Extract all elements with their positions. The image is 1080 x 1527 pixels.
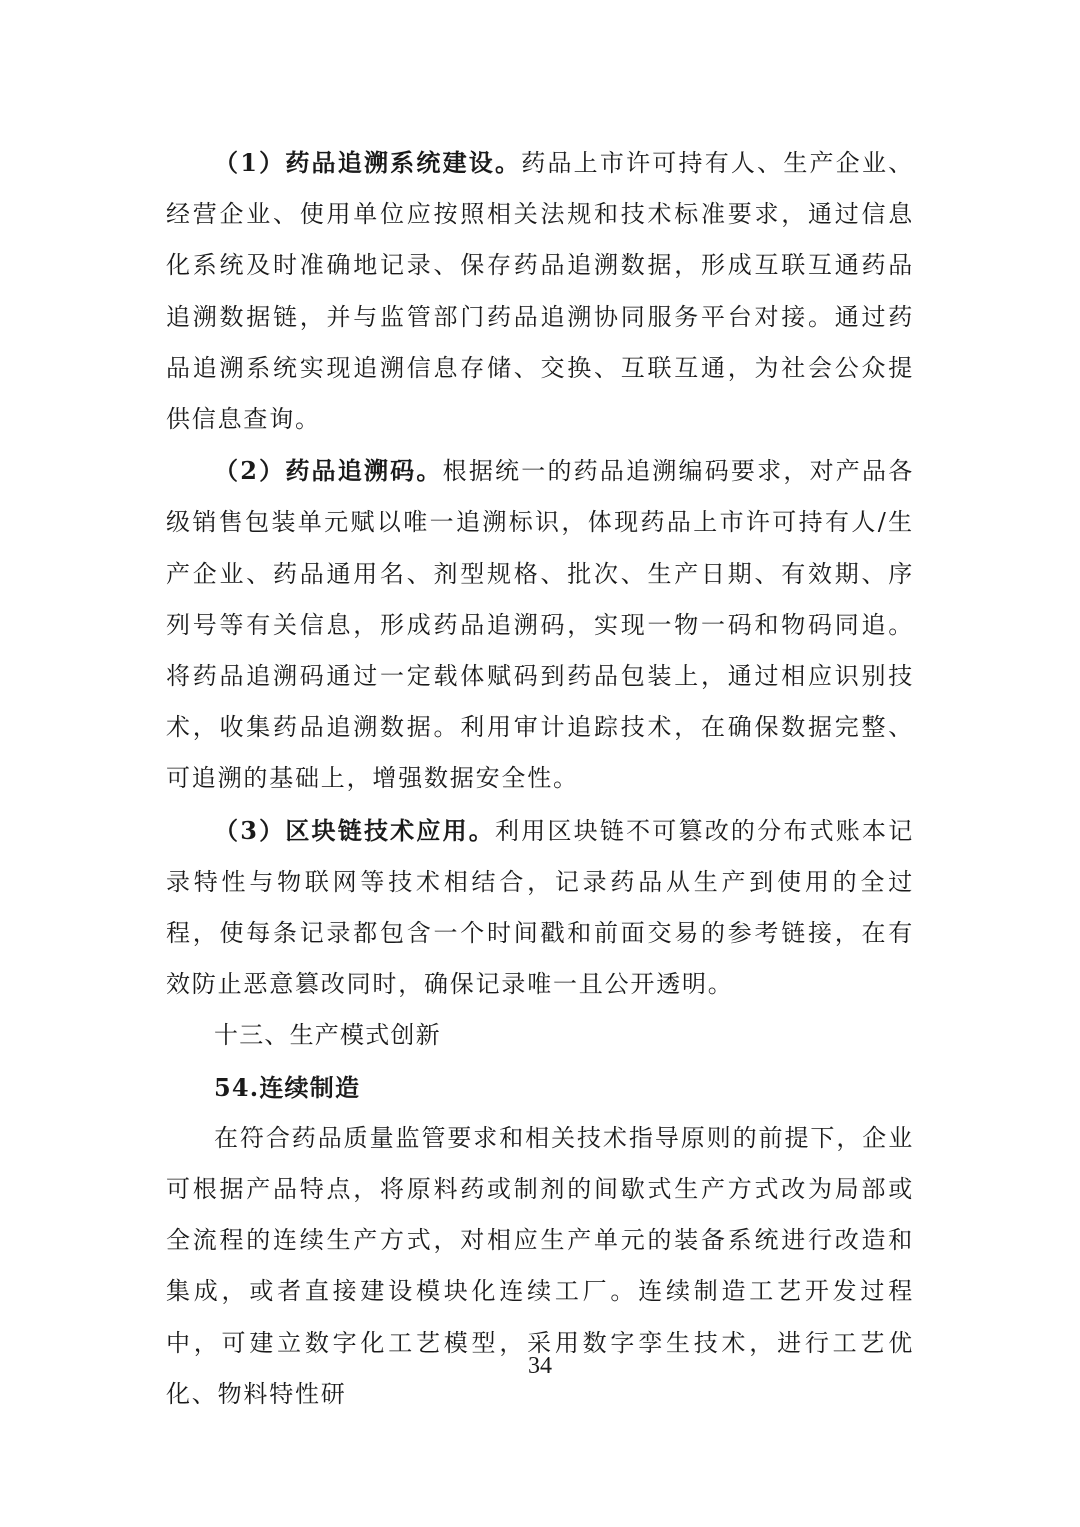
subsection-title: 连续制造 [259, 1072, 361, 1102]
page-content [166, 137, 914, 1420]
subsection-heading [166, 1062, 914, 1113]
subsection-number: 54. [214, 1072, 260, 1102]
paragraph-continuous-manufacturing: 在符合药品质量监管要求和相关技术指导原则的前提下，企业可根据产品特点，将原料药或制剂的间歇式生产方式改为局部或全流程的连续生产方式，对相应生产单元的装备系统进行改造和集成，或者直接建设模块化连续工厂。连续制造工艺开发过程中，可建立数字化工艺模型，采用数字孪生技术，进行工艺优化、物料特性研 [166, 1123, 914, 1408]
paragraph-blockchain [166, 805, 914, 1011]
paragraph-text: 利用区块链不可篡改的分布式账本记录特性与物联网等技术相结合，记录药品从生产到使用的全过程，使每条记录都包含一个时间戳和前面交易的参考链接，在有效防止恶意篡改同时，确保记录唯一且公开透明。 [166, 816, 914, 999]
paragraph-traceability-system [166, 137, 914, 445]
section-heading: 十三、生产模式创新 [214, 1021, 441, 1050]
paragraph-traceability-code [166, 445, 914, 804]
paragraph-lead: （2）药品追溯码。 [214, 456, 443, 486]
paragraph-lead: （1）药品追溯系统建设。 [214, 148, 522, 177]
paragraph-text: 根据统一的药品追溯编码要求，对产品各级销售包装单元赋以唯一追溯标识，体现药品上市许可持有人/生产企业、药品通用名、剂型规格、批次、生产日期、有效期、序列号等有关信息，形成药品追溯码，实现一物一码和物码同追。将药品追溯码通过一定载体赋码到药品包装上，通过相应识别技术，收集药品追溯数据。利用审计追踪技术，在确保数据完整、可追溯的基础上，增强数据安全性。 [166, 457, 914, 793]
paragraph-lead: （3）区块链技术应用。 [214, 815, 496, 845]
page-number: 34 [528, 1353, 552, 1379]
paragraph-text: 药品上市许可持有人、生产企业、经营企业、使用单位应按照相关法规和技术标准要求，通过信息化系统及时准确地记录、保存药品追溯数据，形成互联互通药品追溯数据链，并与监管部门药品追溯协同服务平台对接。通过药品追溯系统实现追溯信息存储、交换、互联互通，为社会公众提供信息查询。 [166, 149, 914, 434]
